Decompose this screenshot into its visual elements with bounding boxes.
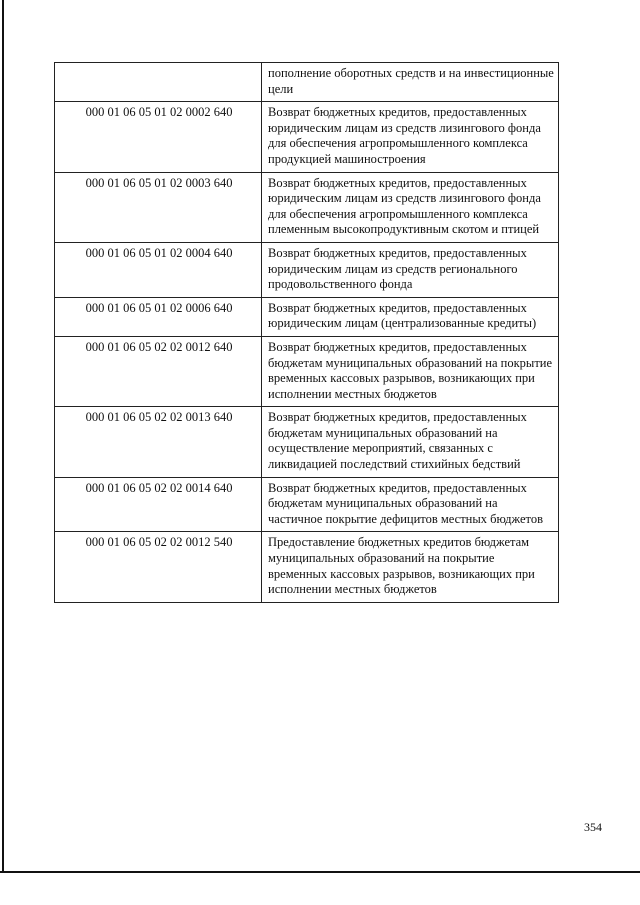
page-left-edge — [2, 0, 4, 872]
table-row — [55, 102, 559, 172]
row-code — [55, 63, 262, 102]
row-description: Возврат бюджетных кредитов, предоставленных бюджетам муниципальных образований на частичное покрытие дефицитов местных бюджетов — [262, 477, 559, 532]
table-row — [55, 532, 559, 602]
table-row — [55, 407, 559, 477]
row-description: Возврат бюджетных кредитов, предоставленных юридическим лицам из средств регионального продовольственного фонда — [262, 242, 559, 297]
row-code: 000 01 06 05 02 02 0012 640 — [55, 336, 262, 406]
page-bottom-edge — [0, 871, 640, 873]
row-description: Возврат бюджетных кредитов, предоставленных юридическим лицам из средств лизингового фонда для обеспечения агропромышленного комплекса племенным высокопродуктивным скотом и птицей — [262, 172, 559, 242]
row-code: 000 01 06 05 01 02 0002 640 — [55, 102, 262, 172]
table-row — [55, 477, 559, 532]
row-code: 000 01 06 05 01 02 0003 640 — [55, 172, 262, 242]
table-row — [55, 297, 559, 336]
table-row — [55, 242, 559, 297]
table-row — [55, 172, 559, 242]
row-description: Возврат бюджетных кредитов, предоставленных бюджетам муниципальных образований на осуществление мероприятий, связанных с ликвидацией последствий стихийных бедствий — [262, 407, 559, 477]
row-code: 000 01 06 05 02 02 0014 640 — [55, 477, 262, 532]
table-row — [55, 336, 559, 406]
table-row — [55, 63, 559, 102]
page-number: 354 — [584, 820, 602, 834]
row-description: Возврат бюджетных кредитов, предоставленных бюджетам муниципальных образований на покрытие временных кассовых разрывов, возникающих при исполнении местных бюджетов — [262, 336, 559, 406]
row-code: 000 01 06 05 01 02 0004 640 — [55, 242, 262, 297]
row-description: Возврат бюджетных кредитов, предоставленных юридическим лицам из средств лизингового фонда для обеспечения агропромышленного комплекса продукцией машиностроения — [262, 102, 559, 172]
row-code: 000 01 06 05 02 02 0012 540 — [55, 532, 262, 602]
row-description: Возврат бюджетных кредитов, предоставленных юридическим лицам (централизованные кредиты) — [262, 297, 559, 336]
budget-classification-table — [54, 62, 559, 603]
row-code: 000 01 06 05 02 02 0013 640 — [55, 407, 262, 477]
row-code: 000 01 06 05 01 02 0006 640 — [55, 297, 262, 336]
row-description: пополнение оборотных средств и на инвестиционные цели — [262, 63, 559, 102]
row-description: Предоставление бюджетных кредитов бюджетам муниципальных образований на покрытие временных кассовых разрывов, возникающих при исполнении местных бюджетов — [262, 532, 559, 602]
